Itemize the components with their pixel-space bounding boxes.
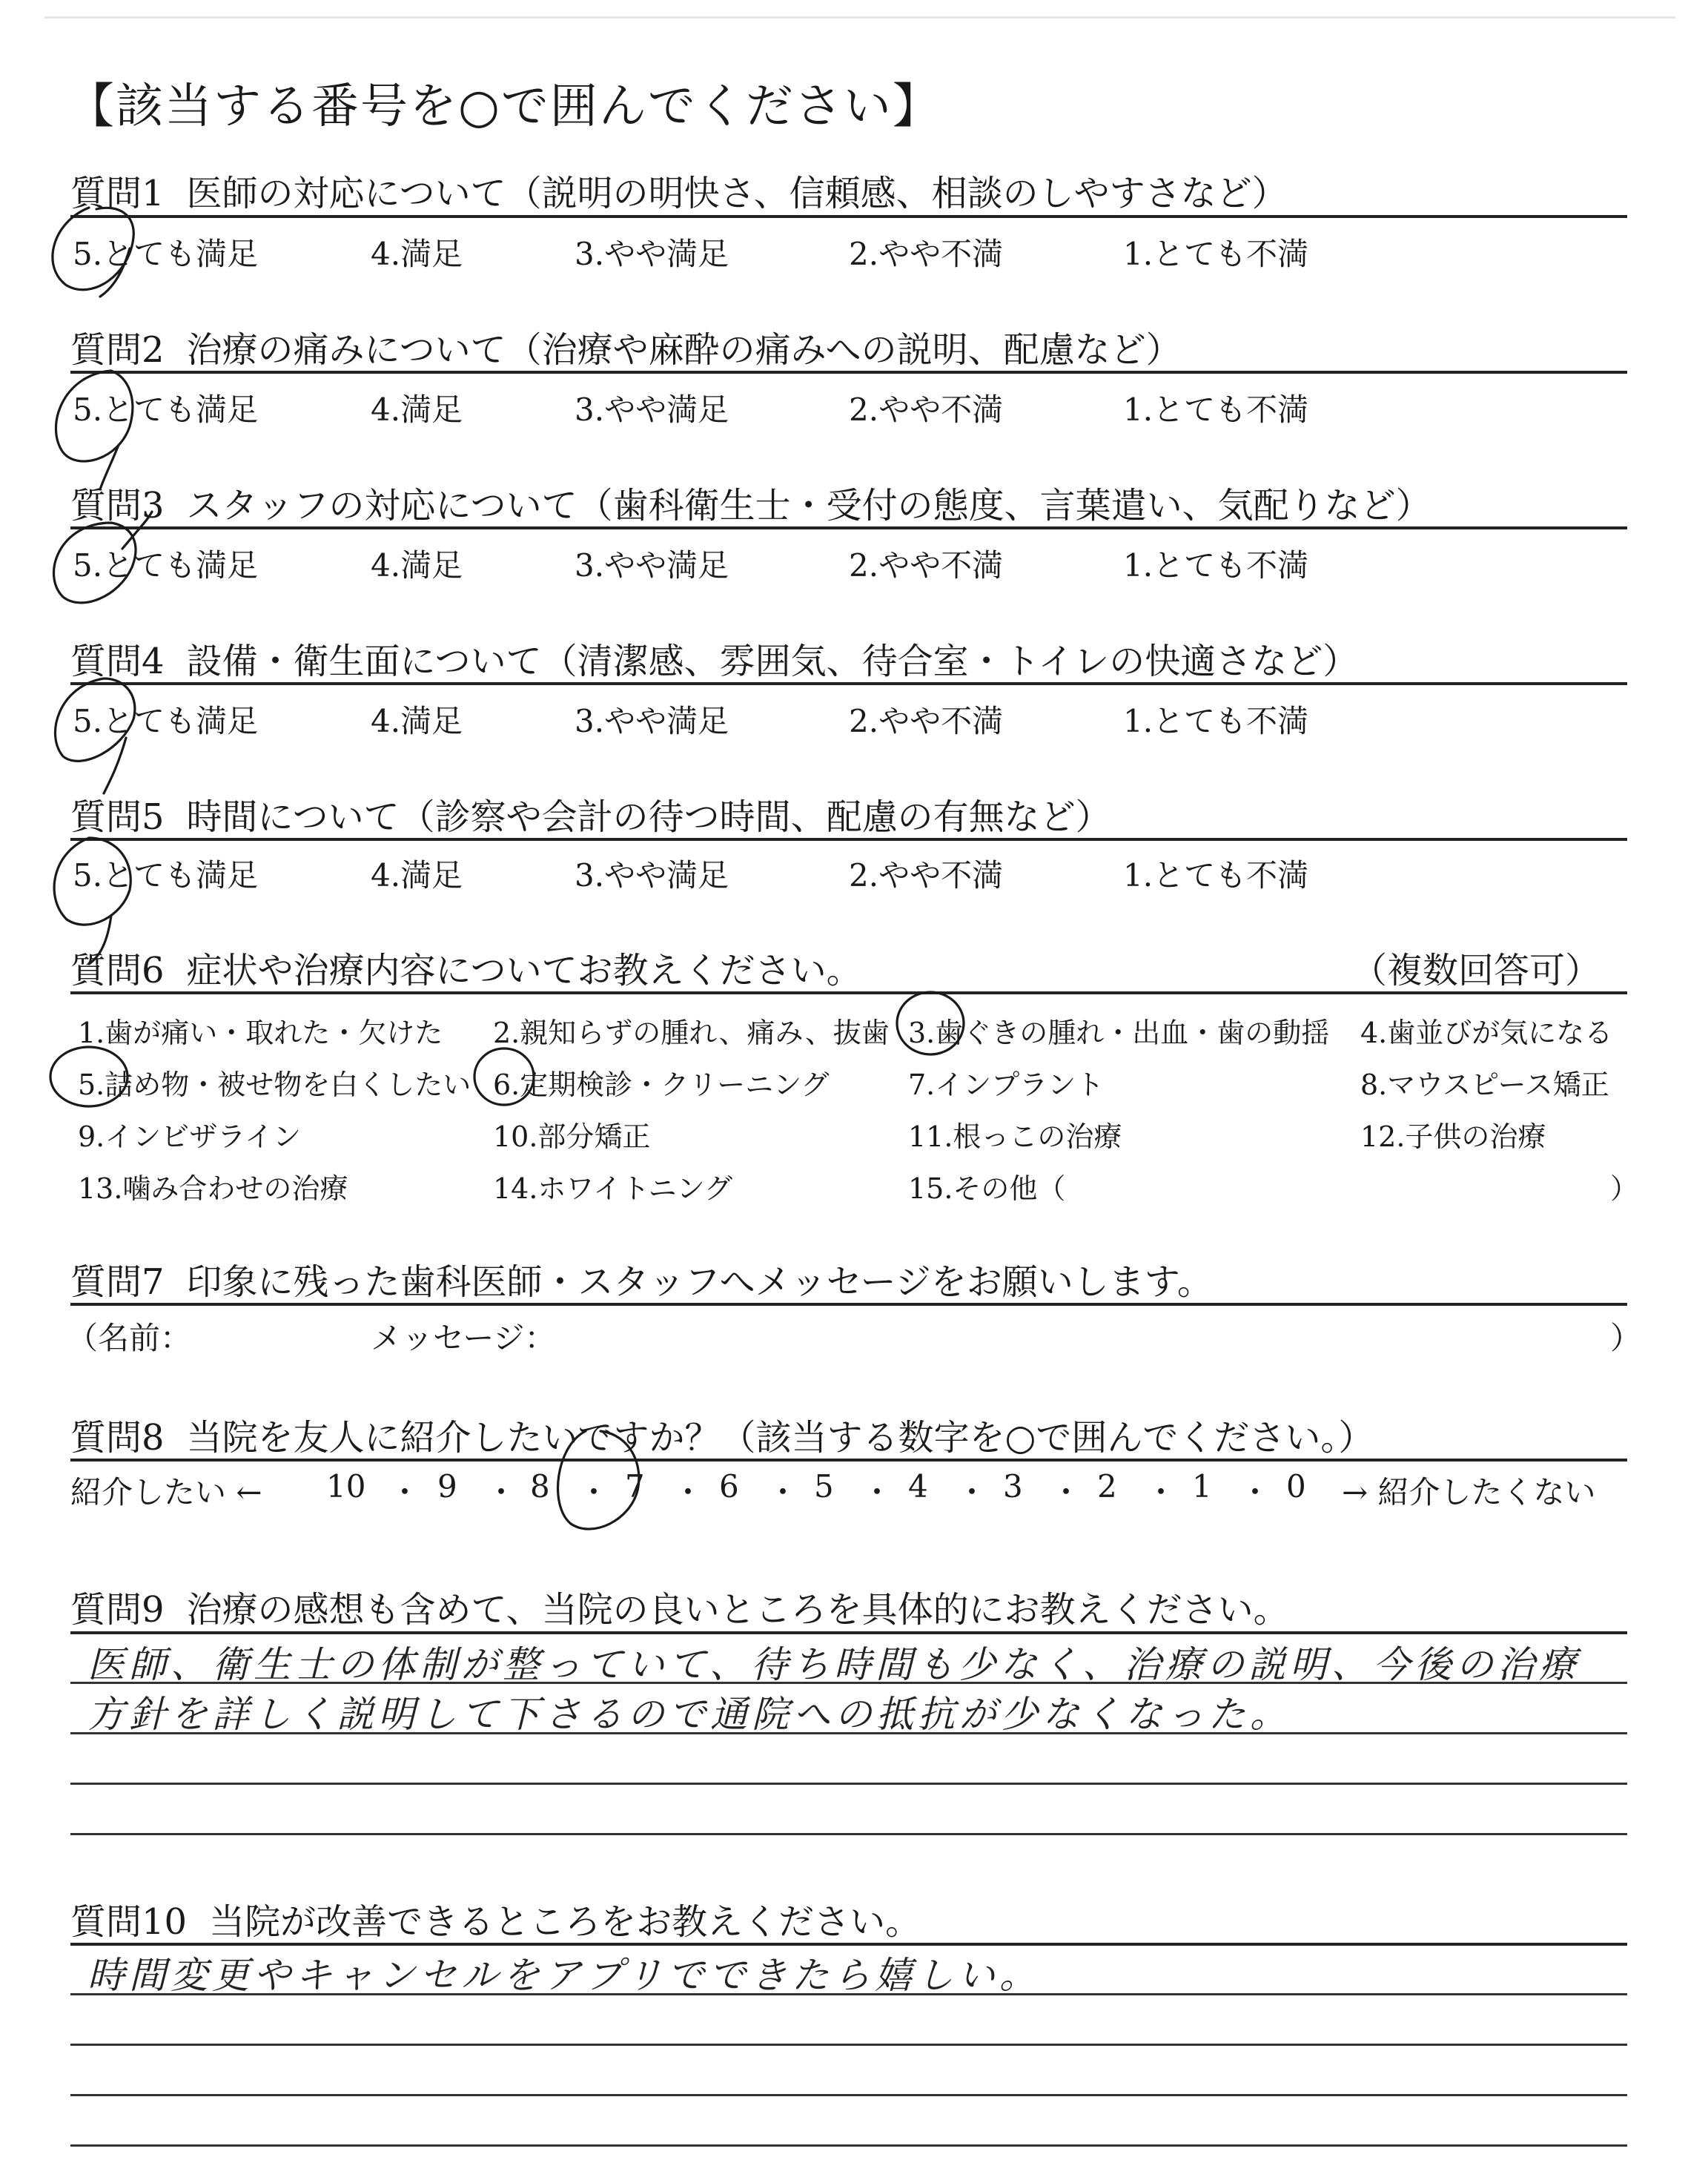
symptom-option-3[interactable]: 3.歯ぐきの腫れ・出血・歯の動揺 (908, 1017, 1330, 1049)
question-number: 質問10 (70, 1901, 188, 1943)
answer-line (70, 2044, 1627, 2046)
answer-line (70, 1783, 1627, 1785)
symptom-option-5[interactable]: 5.詰め物・被せ物を白くしたい (78, 1069, 471, 1101)
question-text: 印象に残った歯科医師・スタッフへメッセージをお願いします。 (186, 1261, 1213, 1303)
scale-dot: ・ (1239, 1474, 1271, 1510)
option-5[interactable]: 5.とても満足 (73, 857, 259, 894)
scale-9[interactable]: 9 (437, 1468, 457, 1505)
scale-dot: ・ (672, 1474, 704, 1510)
symptom-option-13[interactable]: 13.噛み合わせの治療 (78, 1172, 348, 1205)
option-3[interactable]: 3.やや満足 (575, 236, 729, 272)
scale-1[interactable]: 1 (1192, 1468, 1212, 1505)
answer-line (70, 2144, 1627, 2147)
name-label: （名前： (67, 1320, 192, 1356)
scale-dot: ・ (1050, 1474, 1082, 1510)
question-text: 治療の感想も含めて、当院の良いところを具体的にお教えください。 (186, 1589, 1289, 1631)
question-8-title (70, 1409, 1374, 1460)
scale-dot: ・ (486, 1474, 517, 1510)
scale-2[interactable]: 2 (1097, 1468, 1117, 1505)
scale-right-label: → 紹介したくない (1342, 1474, 1596, 1510)
symptom-option-4[interactable]: 4.歯並びが気になる (1360, 1017, 1613, 1049)
symptom-option-6[interactable]: 6.定期検診・クリーニング (493, 1069, 830, 1101)
question-text: 治療の痛みについて（治療や麻酔の痛みへの説明、配慮など） (186, 329, 1182, 371)
option-5[interactable]: 5.とても満足 (73, 703, 259, 739)
question-number: 質問5 (70, 796, 165, 838)
symptom-option-10[interactable]: 10.部分矯正 (493, 1120, 651, 1153)
question-text: 症状や治療内容についてお教えください。 (186, 950, 862, 991)
other-close-paren: ） (1610, 1172, 1639, 1205)
option-2[interactable]: 2.やや不満 (849, 547, 1004, 584)
question-2-title (70, 321, 1182, 372)
symptom-option-12[interactable]: 12.子供の治療 (1360, 1120, 1546, 1153)
divider (70, 526, 1627, 529)
option-4[interactable]: 4.満足 (371, 392, 463, 428)
question-3-title (70, 477, 1431, 528)
option-1[interactable]: 1.とても不満 (1123, 547, 1309, 584)
divider (70, 1459, 1627, 1462)
handwritten-answer-line-1: 時間変更やキャンセルをアプリでできたら嬉しい。 (87, 1954, 1041, 1997)
scale-0[interactable]: 0 (1286, 1468, 1306, 1505)
option-1[interactable]: 1.とても不満 (1123, 392, 1309, 428)
question-7-title (70, 1253, 1213, 1304)
divider (70, 1303, 1627, 1306)
question-1-title (70, 165, 1288, 216)
option-2[interactable]: 2.やや不満 (849, 703, 1004, 739)
scale-dot: ・ (861, 1474, 893, 1510)
option-4[interactable]: 4.満足 (371, 236, 463, 272)
handwritten-answer-line-2: 方針を詳しく説明して下さるので通院への抵抗が少なくなった。 (87, 1693, 1291, 1736)
symptom-option-1[interactable]: 1.歯が痛い・取れた・欠けた (78, 1017, 443, 1049)
question-9-title (70, 1581, 1289, 1632)
divider (70, 371, 1627, 374)
symptom-option-7[interactable]: 7.インプラント (908, 1069, 1105, 1101)
top-border (44, 16, 1675, 19)
divider (70, 838, 1627, 841)
scale-8[interactable]: 8 (530, 1468, 550, 1505)
option-1[interactable]: 1.とても不満 (1123, 703, 1309, 739)
option-3[interactable]: 3.やや満足 (575, 547, 729, 584)
scale-dot: ・ (1145, 1474, 1177, 1510)
question-number: 質問6 (70, 950, 165, 991)
option-5[interactable]: 5.とても満足 (73, 236, 259, 272)
scale-10[interactable]: 10 (326, 1468, 366, 1505)
question-4-title (70, 633, 1358, 684)
message-close-paren: ） (1610, 1320, 1642, 1356)
option-4[interactable]: 4.満足 (371, 547, 463, 584)
question-number: 質問1 (70, 173, 165, 214)
scale-dot: ・ (389, 1474, 421, 1510)
option-2[interactable]: 2.やや不満 (849, 857, 1004, 894)
question-number: 質問3 (70, 485, 165, 526)
question-10-title (70, 1893, 921, 1944)
option-5[interactable]: 5.とても満足 (73, 547, 259, 584)
question-number: 質問2 (70, 329, 165, 371)
question-6-title (70, 942, 862, 993)
handwritten-answer-line-1: 医師、衛生士の体制が整っていて、待ち時間も少なく、治療の説明、今後の治療 (87, 1643, 1580, 1686)
divider (70, 215, 1627, 218)
multiple-answers-note: （複数回答可） (1351, 950, 1601, 991)
option-3[interactable]: 3.やや満足 (575, 857, 729, 894)
divider (70, 682, 1627, 685)
scale-7[interactable]: 7 (625, 1468, 645, 1505)
scale-dot: ・ (956, 1474, 988, 1510)
option-5[interactable]: 5.とても満足 (73, 392, 259, 428)
scale-6[interactable]: 6 (719, 1468, 739, 1505)
symptom-option-9[interactable]: 9.インビザライン (78, 1120, 302, 1153)
question-number: 質問8 (70, 1417, 165, 1459)
divider (70, 991, 1627, 994)
question-text: スタッフの対応について（歯科衛生士・受付の態度、言葉遣い、気配りなど） (186, 485, 1431, 526)
option-4[interactable]: 4.満足 (371, 703, 463, 739)
question-text: 時間について（診察や会計の待つ時間、配慮の有無など） (186, 796, 1111, 838)
option-3[interactable]: 3.やや満足 (575, 703, 729, 739)
page-heading: 【該当する番号を○で囲んでください】 (67, 79, 941, 134)
option-2[interactable]: 2.やや不満 (849, 392, 1004, 428)
question-text: 医師の対応について（説明の明快さ、信頼感、相談のしやすさなど） (186, 173, 1288, 214)
answer-line (70, 2094, 1627, 2096)
scale-dot: ・ (578, 1474, 610, 1510)
symptom-option-8[interactable]: 8.マウスピース矯正 (1360, 1069, 1609, 1101)
message-label: メッセージ： (371, 1320, 556, 1356)
question-text: 当院を友人に紹介したいですか？（該当する数字を○で囲んでください。） (186, 1417, 1374, 1459)
question-text: 当院が改善できるところをお教えください。 (209, 1901, 921, 1943)
question-5-title (70, 788, 1111, 839)
symptom-option-14[interactable]: 14.ホワイトニング (493, 1172, 733, 1205)
scale-dot: ・ (767, 1474, 799, 1510)
option-1[interactable]: 1.とても不満 (1123, 857, 1309, 894)
option-2[interactable]: 2.やや不満 (849, 236, 1004, 272)
question-number: 質問7 (70, 1261, 165, 1303)
option-4[interactable]: 4.満足 (371, 857, 463, 894)
symptom-option-2[interactable]: 2.親知らずの腫れ、痛み、抜歯 (493, 1017, 890, 1049)
answer-line (70, 1631, 1627, 1634)
symptom-option-15[interactable]: 15.その他（ (908, 1172, 1066, 1205)
scale-3[interactable]: 3 (1003, 1468, 1023, 1505)
option-1[interactable]: 1.とても不満 (1123, 236, 1309, 272)
question-number: 質問4 (70, 641, 165, 682)
scale-5[interactable]: 5 (814, 1468, 834, 1505)
answer-line (70, 1833, 1627, 1835)
question-text: 設備・衛生面について（清潔感、雰囲気、待合室・トイレの快適さなど） (186, 641, 1359, 682)
scale-4[interactable]: 4 (908, 1468, 928, 1505)
question-number: 質問9 (70, 1589, 165, 1631)
symptom-option-11[interactable]: 11.根っこの治療 (908, 1120, 1122, 1153)
scale-left-label: 紹介したい ← (70, 1474, 262, 1510)
option-3[interactable]: 3.やや満足 (575, 392, 729, 428)
